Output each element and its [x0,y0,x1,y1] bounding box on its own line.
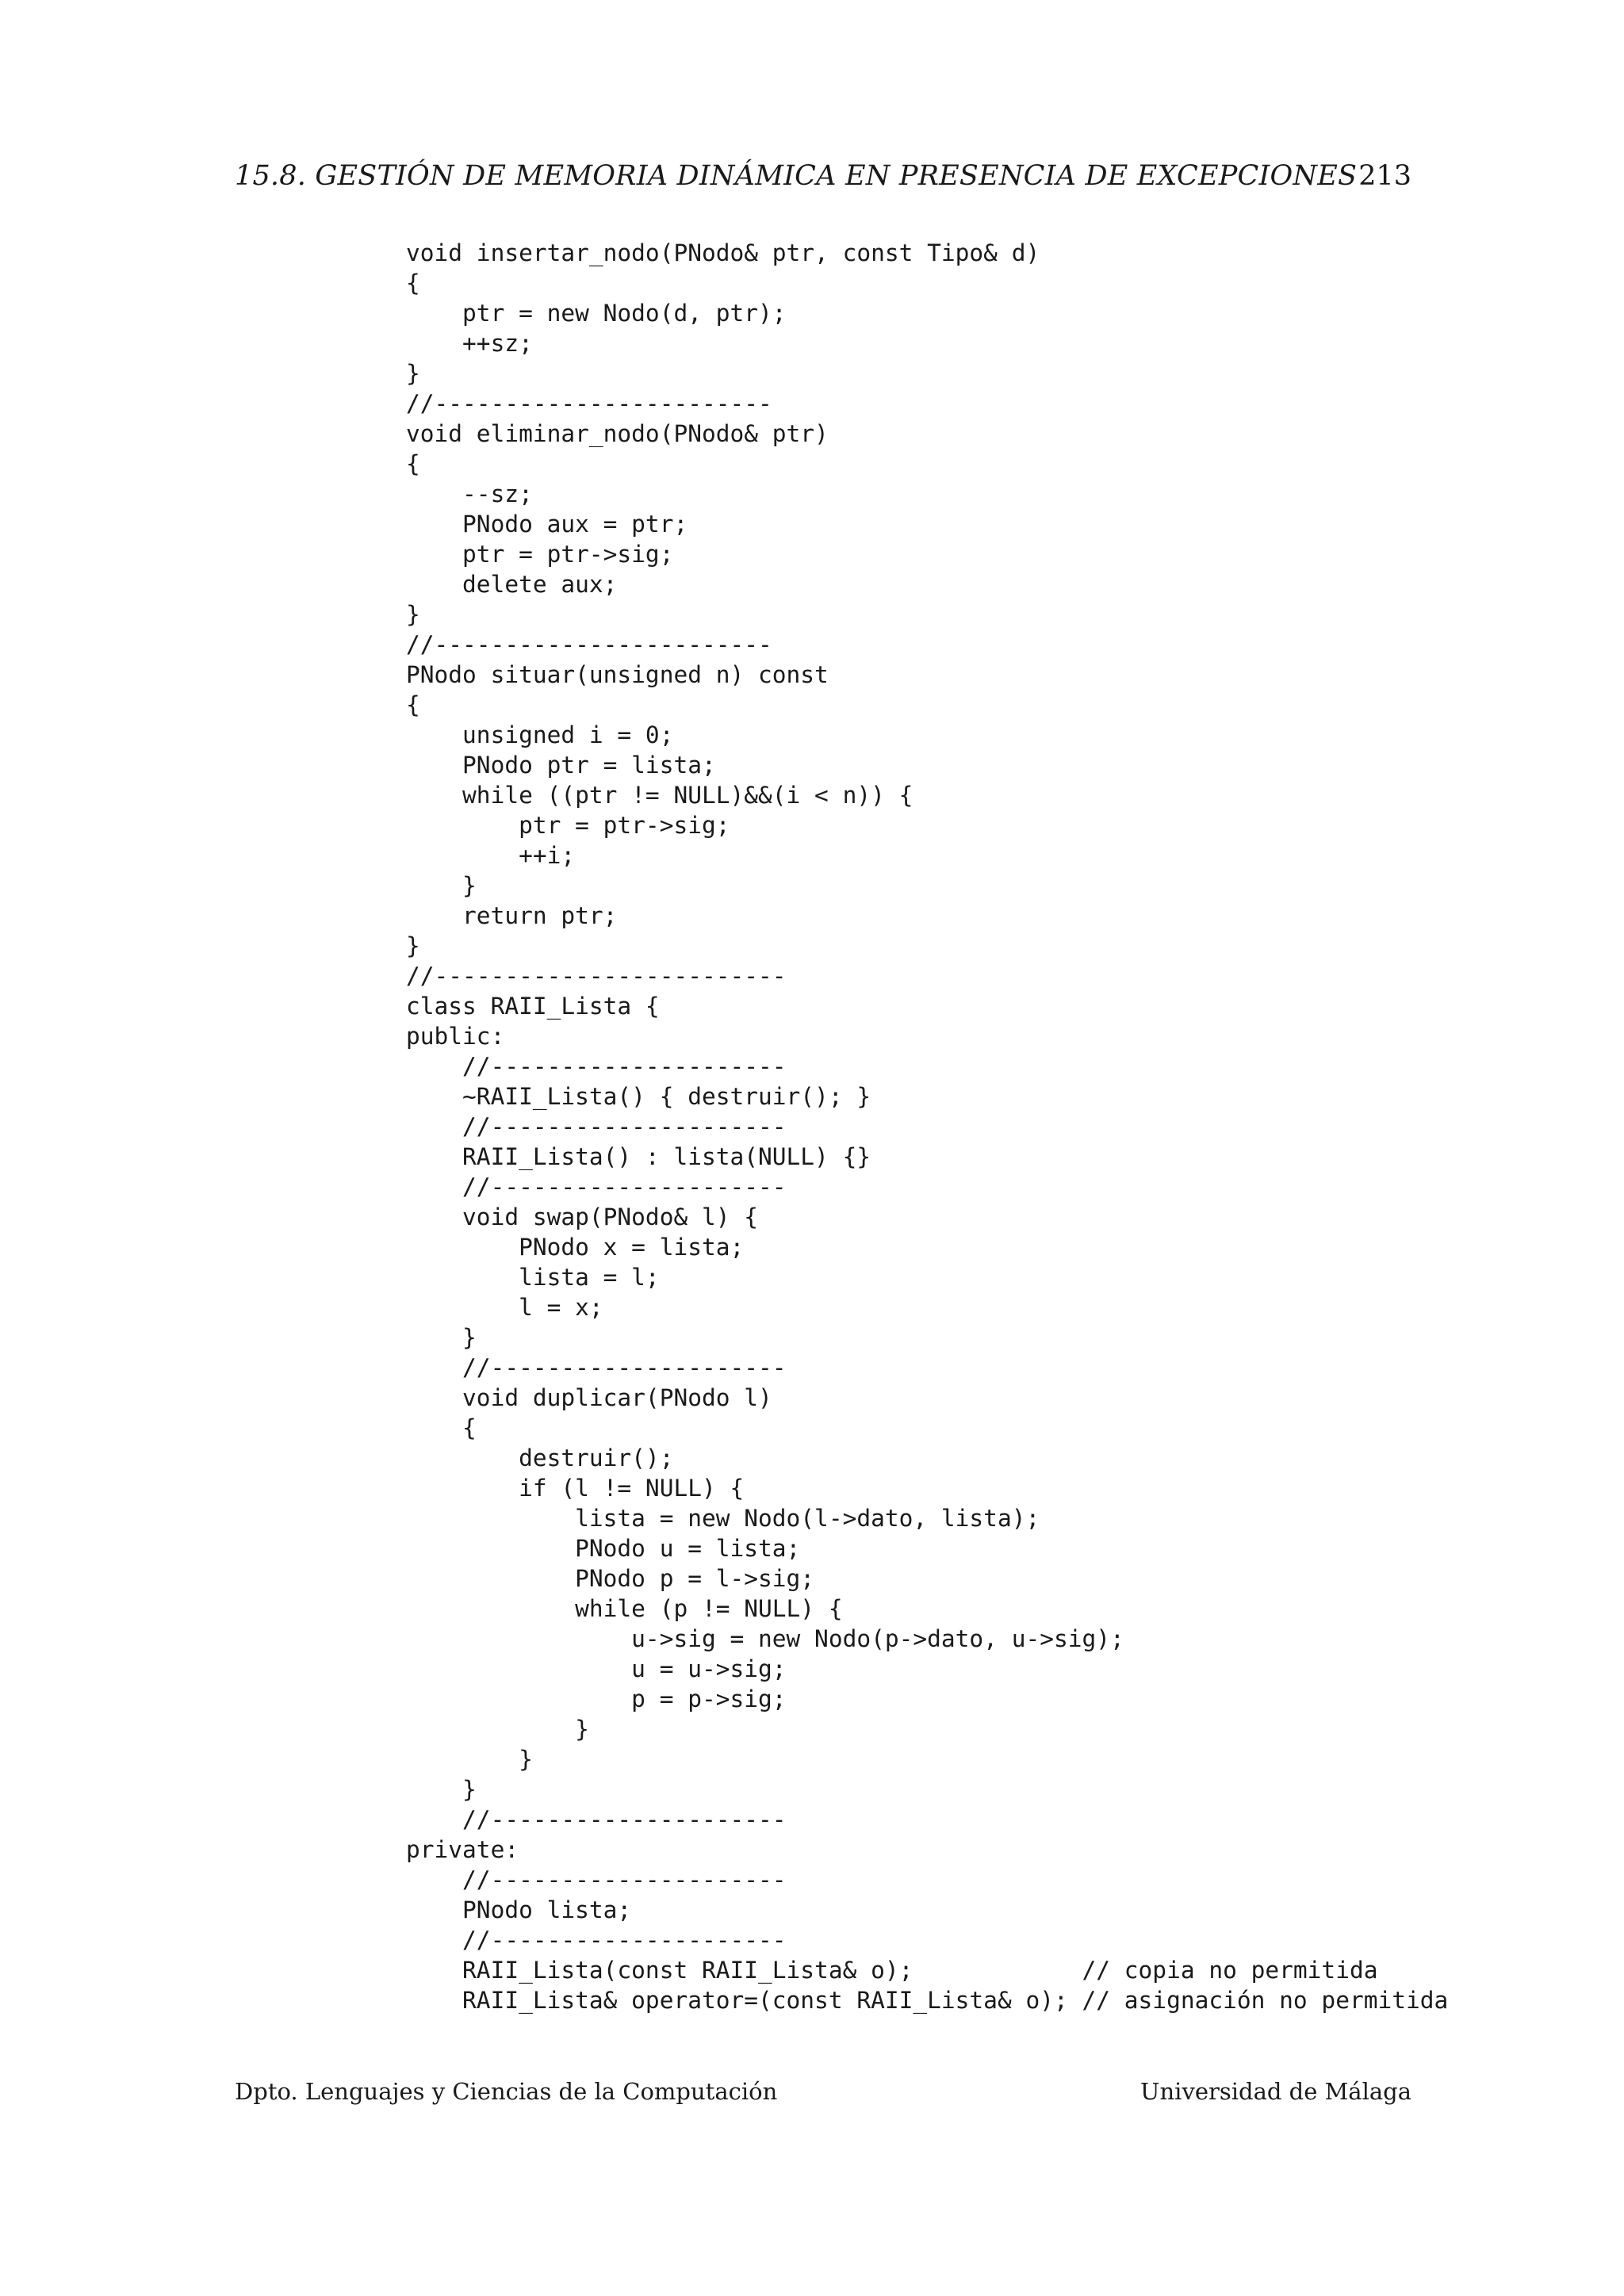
code-line: //--------------------- [406,1053,787,1080]
code-line: ptr = ptr->sig; [406,541,674,568]
code-line: void swap(PNodo& l) { [406,1203,759,1230]
code-line: u = u->sig; [406,1655,787,1682]
code-line: } [406,1716,589,1743]
code-line: delete aux; [406,571,618,598]
code-line: lista = new Nodo(l->dato, lista); [406,1505,1040,1532]
code-line: PNodo p = l->sig; [406,1565,815,1592]
page-footer [235,2074,1411,2109]
code-line: PNodo x = lista; [406,1234,745,1261]
code-line: return ptr; [406,902,618,929]
code-line: unsigned i = 0; [406,721,674,748]
code-line: //--------------------- [406,1173,787,1200]
code-line: } [406,932,420,959]
code-line: //--------------------- [406,1927,787,1954]
section-title: 15.8. GESTIÓN DE MEMORIA DINÁMICA EN PRESENCIA DE EXCEPCIONES [235,160,1358,192]
code-line: void eliminar_nodo(PNodo& ptr) [406,420,829,447]
code-line: if (l != NULL) { [406,1475,745,1502]
code-line: } [406,1324,477,1351]
code-line: ~RAII_Lista() { destruir(); } [406,1083,871,1110]
page-number: 213 [1358,160,1411,192]
footer-university: Universidad de Málaga [1140,2078,1411,2105]
code-line: //--------------------- [406,1354,787,1381]
code-line: p = p->sig; [406,1686,787,1712]
code-line: } [406,1746,533,1773]
code-line: lista = l; [406,1264,660,1291]
code-listing [406,238,1448,2015]
code-line: PNodo situar(unsigned n) const [406,661,829,688]
code-line: u->sig = new Nodo(p->dato, u->sig); [406,1625,1124,1652]
code-line: RAII_Lista& operator=(const RAII_Lista& o); // asignación no permitida [406,1987,1449,2014]
code-line: destruir(); [406,1445,674,1471]
code-line: RAII_Lista() : lista(NULL) {} [406,1143,871,1170]
code-line: ptr = ptr->sig; [406,812,730,839]
code-line: //--------------------- [406,1806,787,1833]
code-line: void insertar_nodo(PNodo& ptr, const Tipo& d) [406,239,1040,266]
code-line: { [406,450,420,477]
running-header [235,155,1411,197]
code-line: PNodo u = lista; [406,1535,801,1562]
code-line: private: [406,1836,519,1863]
code-line: //------------------------- [406,962,787,989]
code-line: } [406,601,420,628]
code-line: ++i; [406,842,576,869]
code-line: //--------------------- [406,1866,787,1893]
code-line: { [406,691,420,718]
code-line: while (p != NULL) { [406,1595,843,1622]
code-line: //------------------------ [406,390,772,417]
code-line: public: [406,1023,505,1050]
code-line: PNodo aux = ptr; [406,511,688,538]
code-line: class RAII_Lista { [406,993,660,1020]
footer-department: Dpto. Lenguajes y Ciencias de la Computación [235,2078,778,2105]
code-line: //--------------------- [406,1113,787,1140]
code-line: { [406,1414,477,1441]
code-line: } [406,360,420,387]
code-line: RAII_Lista(const RAII_Lista& o); // copia no permitida [406,1957,1378,1984]
code-line: //------------------------ [406,631,772,658]
code-line: void duplicar(PNodo l) [406,1384,772,1411]
code-line: while ((ptr != NULL)&&(i < n)) { [406,782,914,809]
code-line: PNodo ptr = lista; [406,752,716,779]
code-line: --sz; [406,480,533,507]
code-line: ++sz; [406,330,533,357]
code-line: } [406,872,477,899]
code-line: ptr = new Nodo(d, ptr); [406,300,787,327]
code-line: } [406,1776,477,1803]
code-line: l = x; [406,1294,603,1321]
code-line: PNodo lista; [406,1896,632,1923]
code-line: { [406,270,420,297]
